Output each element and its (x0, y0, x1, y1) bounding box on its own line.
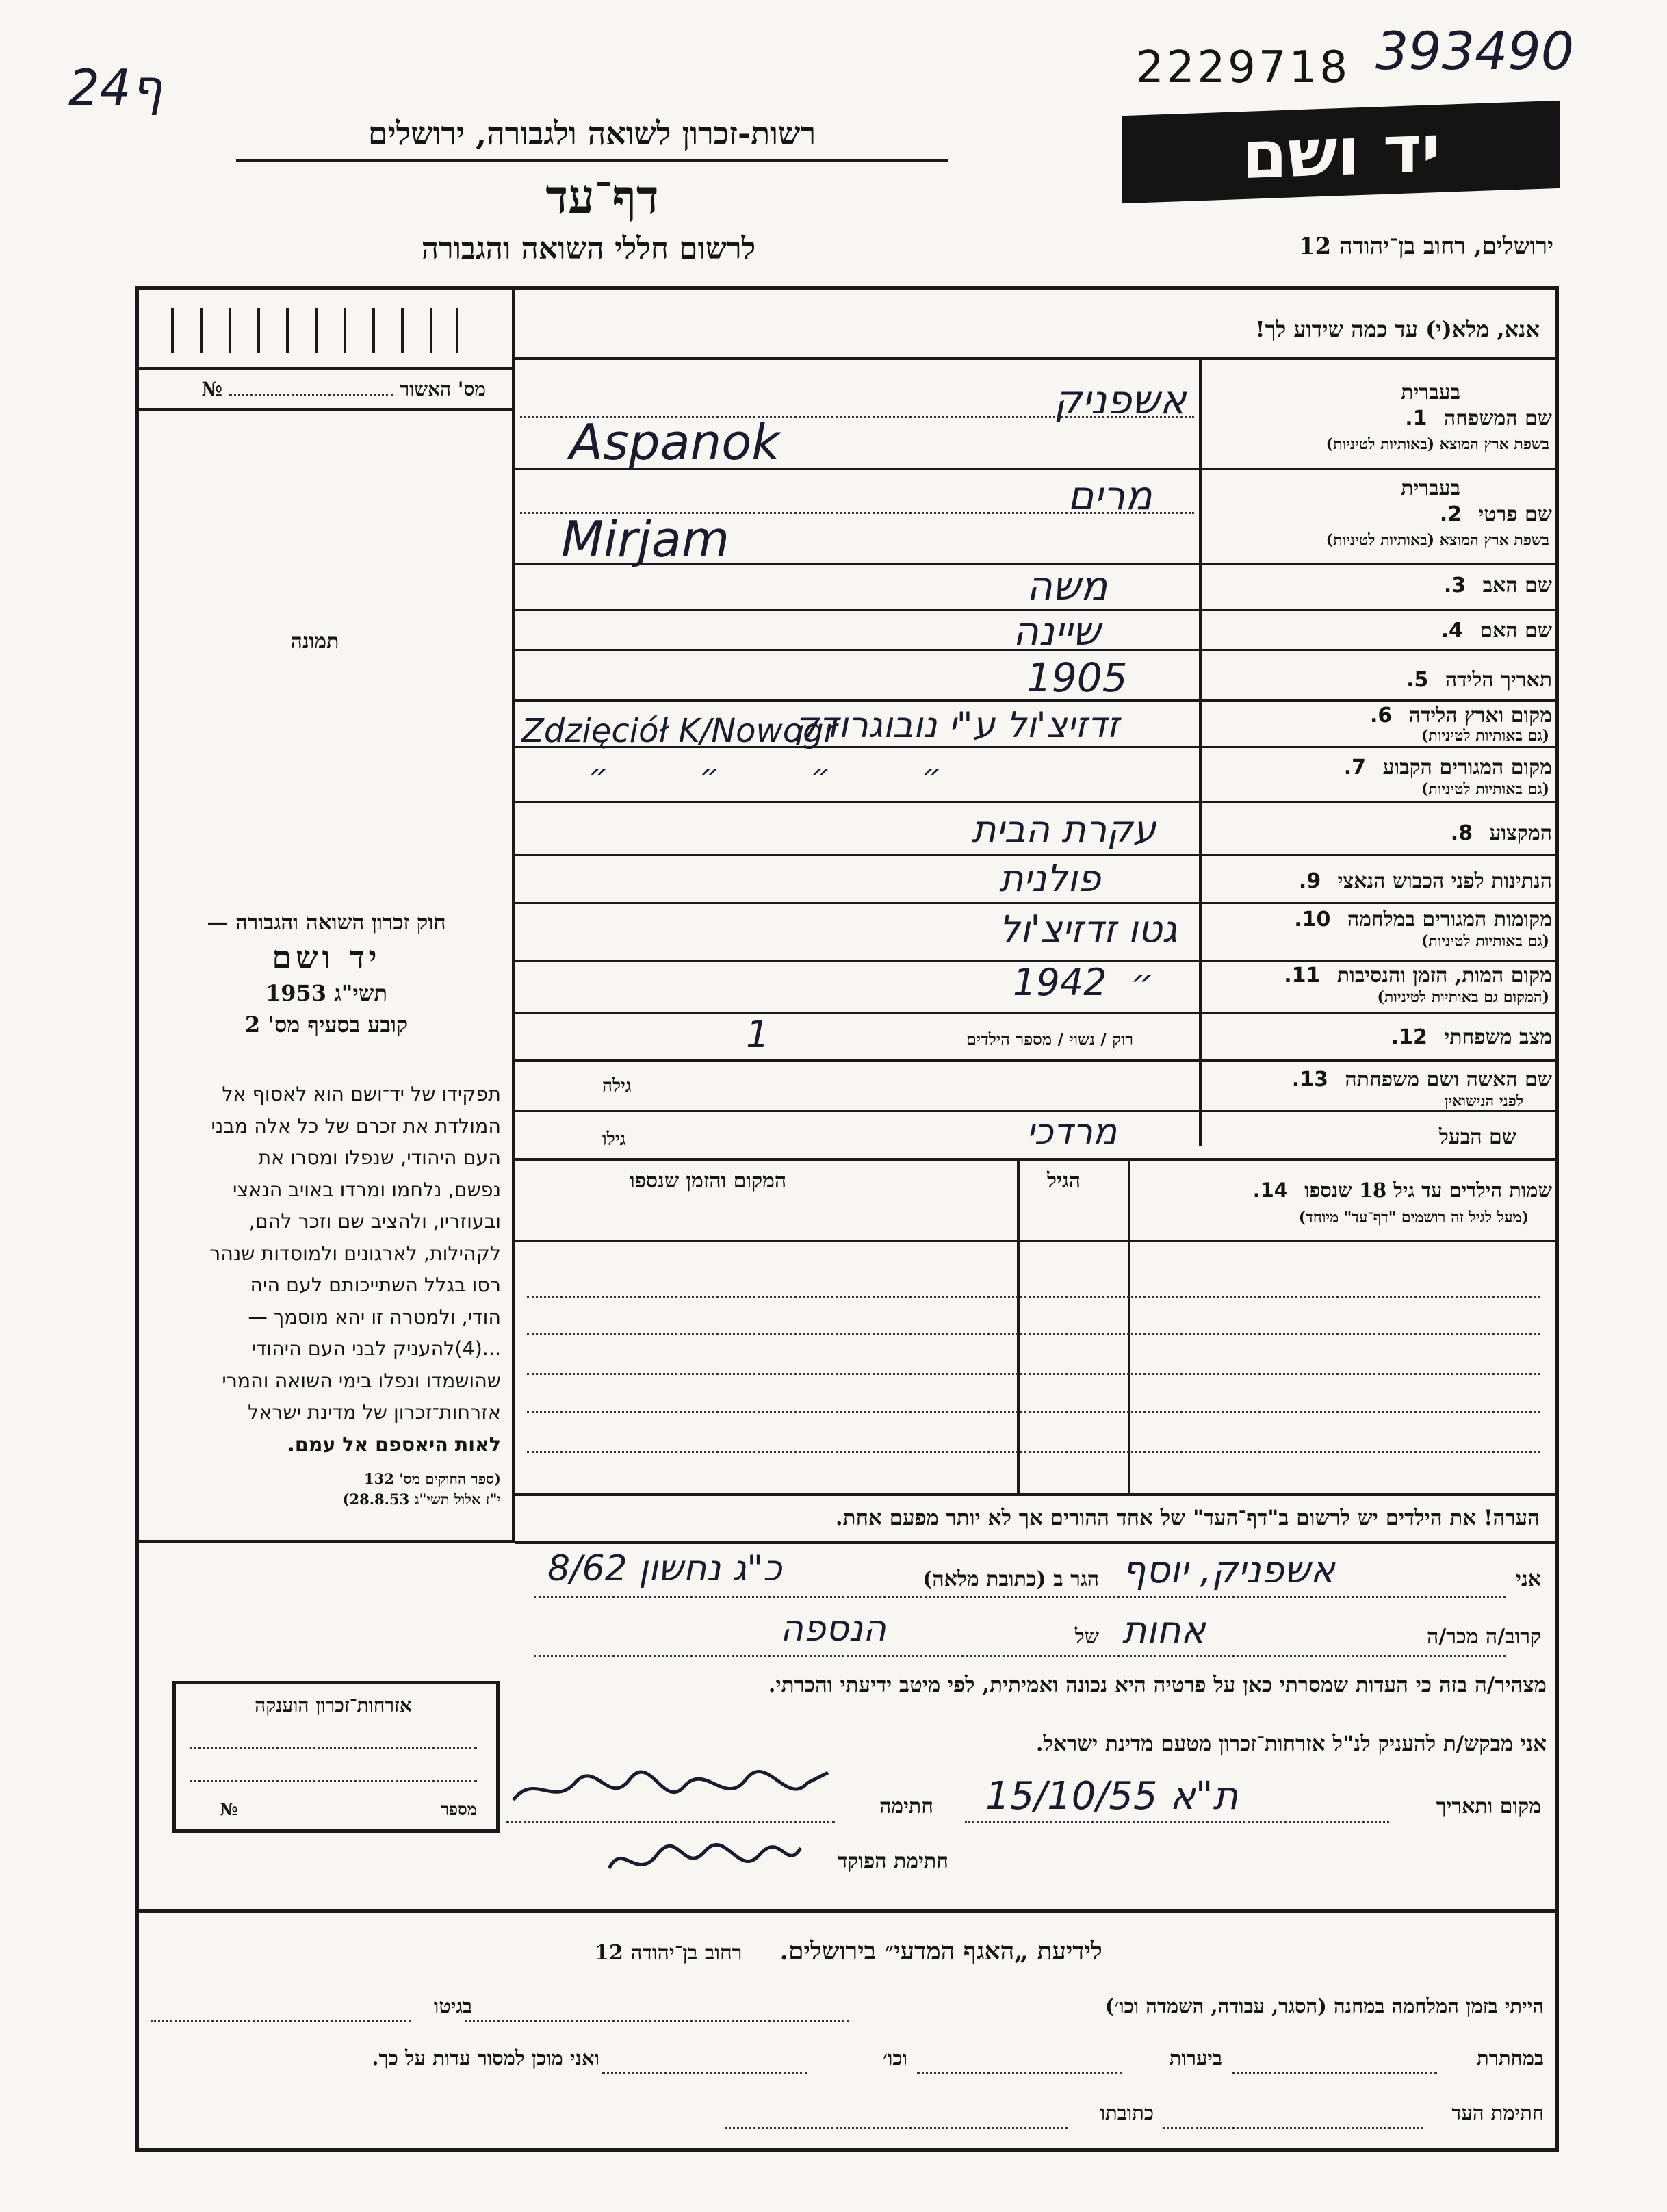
handwritten-record-number: 393490 (1375, 21, 1575, 81)
institution-name: רשות-זכרון לשואה ולגבורה, ירושלים (367, 115, 816, 152)
field10-wartime-residence: גטו זדזיצ'ול (999, 908, 1178, 951)
resident-label: הגר ב (כתובת מלאה) (922, 1567, 1099, 1591)
field11-number: 11. (1284, 964, 1321, 988)
label-column-divider (1199, 359, 1202, 1146)
field1-hebrew-tag: בעברית (1401, 381, 1460, 404)
approval-suffix: № (201, 378, 222, 400)
row-rule (515, 801, 1559, 803)
row-rule (515, 1158, 1559, 1161)
bottom-address-line (725, 2127, 1068, 2129)
bottom-forests-label: ביערות (1169, 2046, 1222, 2070)
bottom-ghetto-label: בגיטו (433, 1994, 472, 2018)
bottom-camp-line (465, 2020, 849, 2022)
children-row-line (527, 1373, 1540, 1375)
signature-line (506, 1821, 835, 1823)
field5-number: 5. (1406, 668, 1429, 692)
declaration-statement: מצהיר/ה בזה כי העדות שמסרתי כאן על פרטיה היא נכונה ואמיתית, לפי מיטב ידיעתי והכרתי. (768, 1673, 1547, 1697)
bottom-address: רחוב בן־יהודה 12 (595, 1941, 742, 1965)
field3-label-text: שם האב (1482, 574, 1552, 597)
place-date-line (965, 1821, 1389, 1823)
field9-label (1299, 869, 1552, 893)
note-rule (515, 1541, 1559, 1544)
field4-mother-name: שיינה (1013, 608, 1101, 654)
field3-label (1444, 574, 1552, 597)
bottom-address-label: כתובתו (1100, 2101, 1154, 2124)
field11-sublabel: (המקום גם באותיות לטיניות) (1377, 988, 1549, 1006)
law-source-book: (ספר החוקים מס' 132 (364, 1470, 501, 1487)
field12-label (1391, 1025, 1552, 1049)
of-label: של (1074, 1625, 1099, 1649)
field1-hebrew-line (520, 416, 1194, 418)
field13-label-text: שם האשה ושם משפחתה (1345, 1068, 1552, 1092)
citizenship-number (190, 1799, 477, 1820)
law-line: רסו בגלל השתייכותם לעם היה (250, 1274, 501, 1296)
approval-label: מס' האשור (400, 378, 486, 400)
bottom-underground-label: במחתרת (1477, 2046, 1544, 2070)
field11-death-details: 1942 ״ (1013, 961, 1154, 1004)
citizenship-number-suffix: № (220, 1799, 238, 1819)
field1-label-text: שם המשפחה (1443, 407, 1552, 430)
field6-label-text: מקום וארץ הלידה (1408, 704, 1552, 728)
officer-signature (602, 1834, 807, 1889)
bottom-etc-line (602, 2072, 807, 2074)
field11-label-text: מקום המות, הזמן והנסיבות (1336, 964, 1552, 988)
bottom-title-text: לידיעת „האגף המדעי״ בירושלים. (779, 1937, 1102, 1966)
photo-placeholder-label: תמונה (290, 630, 339, 654)
field3-father-name: משה (1026, 563, 1108, 609)
document-number: 2229718 (1136, 42, 1351, 93)
field4-number: 4. (1440, 619, 1463, 643)
field7-sublabel: (גם באותיות לטיניות) (1421, 780, 1549, 798)
field1-family-name-latin: Aspanok (569, 413, 780, 471)
children-number: 14. (1252, 1179, 1288, 1202)
field6-number: 6. (1369, 704, 1393, 728)
wife-age-label: גילה (602, 1076, 632, 1096)
children-sublabel: (מעל לגיל זה רושמים "דף־עד" מיוחד) (1298, 1209, 1529, 1226)
field5-label (1406, 668, 1552, 692)
declaration-ani: אני (1516, 1567, 1541, 1591)
children-note: הערה! את הילדים יש לרשום ב"דף־העד" של אחד ההורים אך לא יותר מפעם אחת. (835, 1506, 1540, 1530)
law-section: קובע בסעיף מס' 2 (244, 1012, 409, 1038)
field2-first-name-latin: Mirjam (561, 511, 729, 568)
row-rule (515, 1059, 1559, 1062)
field1-family-name-hebrew: אשפניק (1054, 376, 1187, 423)
field9-label-text: הנתינות לפני הכבוש הנאצי (1337, 869, 1552, 893)
law-block (152, 910, 501, 1038)
signature-label: חתימה (879, 1795, 933, 1818)
field7-label-text: מקום המגורים הקבוע (1382, 756, 1552, 780)
law-line: לאות היאספם אל עמם. (287, 1432, 501, 1456)
citizenship-box-title: אזרחות־זכרון הוענקה (255, 1694, 412, 1716)
field2-hebrew-tag: בעברית (1401, 476, 1460, 500)
law-line: שהושמדו ונפלו בימי השואה והמרי (222, 1369, 501, 1392)
children-age-header: הגיל (1047, 1169, 1081, 1193)
field2-label-text: שם פרטי (1478, 502, 1552, 526)
field3-number: 3. (1443, 574, 1466, 597)
relation-line (534, 1655, 1506, 1657)
field10-number: 10. (1294, 908, 1331, 931)
left-column-bottom (135, 1540, 515, 1543)
field2-first-name-hebrew: מרים (1068, 472, 1152, 519)
children-header-rule (515, 1240, 1559, 1242)
field10-label (1294, 908, 1552, 931)
field9-number: 9. (1298, 869, 1321, 893)
field2-label (1440, 502, 1552, 526)
row-rule (515, 902, 1559, 904)
field6-birth-place-hebrew: זדזיצ'ול ע"י נובוגרודק (794, 705, 1120, 746)
row-rule (515, 1012, 1559, 1014)
husband-age-label: גילו (602, 1129, 626, 1150)
officer-signature-label: חתימת הפוקד (837, 1849, 948, 1873)
field9-nationality: פולנית (999, 857, 1101, 900)
bottom-ghetto-line (151, 2020, 411, 2022)
form-title: דף־עד (545, 170, 659, 224)
law-name: יד ושם (272, 939, 381, 976)
form-subtitle: לרשום חללי השואה והגבורה (421, 231, 756, 266)
law-year: תשי"ג 1953 (266, 980, 387, 1006)
field7-label (1344, 756, 1552, 780)
relative-label: קרוב/ה מכר/ה (1427, 1625, 1541, 1649)
citizenship-number-label: מספר (441, 1799, 477, 1819)
bottom-willing-label: ואני מוכן למסור עדות על כך. (372, 2046, 599, 2070)
approval-number-label (164, 378, 486, 401)
bottom-section-rule (135, 1909, 1559, 1913)
husband-label: שם הבעל (1438, 1125, 1516, 1149)
children-col-divider (1017, 1159, 1020, 1495)
relation-value: אחות (1122, 1608, 1206, 1651)
fill-instruction: אנא, מלא(י) עד כמה שידוע לך! (1255, 316, 1540, 342)
field6-sublabel: (גם באותיות לטיניות) (1421, 727, 1549, 745)
field4-label-text: שם האם (1479, 619, 1552, 643)
institution-underline (236, 159, 948, 162)
field8-number: 8. (1450, 821, 1473, 845)
field13-number: 13. (1291, 1068, 1328, 1092)
field10-label-text: מקומות המגורים במלחמה (1347, 908, 1552, 931)
field6-birth-place-latin: Zdzięciół K/Nowogr (521, 712, 838, 750)
law-title: חוק זכרון השואה והגבורה — (207, 910, 446, 935)
law-line: הודי, ולמטרה זו יהא מוסמך — (248, 1305, 501, 1328)
field8-occupation: עקרת הבית (972, 808, 1156, 851)
husband-name: מרדכי (1026, 1111, 1117, 1153)
deceased-value: הנספה (780, 1608, 886, 1649)
field13-sublabel: לפני הנישואין (1444, 1092, 1523, 1110)
children-row-line (527, 1451, 1540, 1453)
field13-label (1292, 1068, 1552, 1092)
declarant-line (534, 1596, 1506, 1598)
yad-vashem-logo (1122, 101, 1560, 203)
tick-strip-rule (135, 367, 515, 370)
law-line: המולדת את זכרם של כל אלה מבני (211, 1114, 501, 1137)
field2-sublabel: בשפת ארץ המוצא (באותיות לטיניות) (1326, 531, 1549, 549)
bottom-witness-signature-label: חתימת העד (1451, 2101, 1544, 2124)
field5-birth-date: 1905 (1026, 654, 1128, 701)
law-source-date: י"ז אלול תשי"ג 28.8.53) (342, 1491, 501, 1508)
declarant-signature (506, 1759, 835, 1821)
children-row-line (527, 1411, 1540, 1413)
bottom-etc-label: וכו׳ (883, 2046, 907, 2070)
field12-children-count: 1 (746, 1013, 770, 1056)
field12-number: 12. (1391, 1025, 1427, 1049)
field7-number: 7. (1343, 756, 1367, 780)
field4-label (1441, 619, 1552, 643)
children-col-divider (1128, 1159, 1130, 1495)
law-line: לקהילות, לארגונים ולמוסדות שנהר (209, 1242, 501, 1265)
place-date-label: מקום ותאריך (1436, 1795, 1541, 1818)
field8-label-text: המקצוע (1489, 821, 1552, 845)
instruction-rule (515, 357, 1559, 360)
bottom-camp-label: הייתי בזמן המלחמה במחנה (הסגר, עבודה, השמדה וכו׳) (1104, 1994, 1544, 2018)
law-line: העם היהודי, שנפלו ומסרו את (258, 1146, 501, 1169)
law-line: ...(4)להעניק לבני העם היהודי (251, 1337, 501, 1360)
margin-page-note: 24ף (68, 59, 163, 116)
field8-label (1451, 821, 1552, 845)
field12-options: רוק / נשוי / מספר הילדים (966, 1029, 1133, 1049)
field2-hebrew-line (520, 512, 1194, 514)
law-paragraph (152, 1079, 501, 1461)
row-rule (515, 854, 1559, 856)
bottom-underground-line (1232, 2072, 1437, 2074)
field1-sublabel: בשפת ארץ המוצא (באותיות לטיניות) (1326, 435, 1549, 453)
approval-rule (135, 408, 515, 411)
citizenship-box-line (190, 1747, 477, 1749)
children-label (1253, 1179, 1552, 1203)
field6-label (1370, 704, 1552, 728)
citizenship-box-line (190, 1780, 477, 1782)
field11-label (1284, 964, 1552, 988)
children-table-bottom (515, 1493, 1559, 1496)
law-source (152, 1469, 501, 1510)
logo-text: יד ושם (1241, 110, 1441, 194)
declarant-address: כ"ג נחשון 8/62 (547, 1548, 782, 1589)
law-line: ובעוזריו, ולהציב שם וזכר להם, (248, 1210, 501, 1233)
children-label-text: שמות הילדים עד גיל 18 שנספו (1304, 1179, 1552, 1202)
bottom-forests-line (917, 2072, 1122, 2074)
field12-label-text: מצב משפחתי (1444, 1025, 1552, 1049)
header-address: ירושלים, רחוב בן־יהודה 12 (1298, 233, 1553, 260)
children-row-line (527, 1333, 1540, 1335)
children-row-line (527, 1296, 1540, 1298)
children-place-header: המקום והזמן שנספו (630, 1169, 787, 1193)
bottom-title (205, 1937, 1492, 1966)
law-line: אזרחות־זכרון של מדינת ישראל (248, 1401, 501, 1424)
bottom-witness-signature-line (1163, 2127, 1423, 2129)
field5-label-text: תאריך הלידה (1445, 668, 1552, 692)
field2-number: 2. (1439, 502, 1462, 526)
citizenship-request: אני מבקש/ת להעניק לנ"ל אזרחות־זכרון מטעם מדינת ישראל. (1035, 1732, 1547, 1756)
citizenship-granted-box (172, 1681, 500, 1833)
field7-permanent-residence: ״ ״ ״ ״ (589, 758, 983, 793)
left-column-divider (512, 286, 515, 1542)
tick-strip (171, 308, 458, 356)
field1-label (1405, 407, 1552, 430)
law-line: תפקידו של יד־ושם הוא לאסוף אל (222, 1083, 501, 1105)
place-date-value: ת"א 15/10/55 (985, 1774, 1239, 1818)
law-line: נפשם, נלחמו ומרדו באויב הנאצי (232, 1178, 501, 1201)
declarant-name: אשפניק, יוסף (1122, 1548, 1335, 1591)
field10-sublabel: (גם באותיות לטיניות) (1421, 932, 1549, 950)
field1-number: 1. (1405, 407, 1427, 430)
